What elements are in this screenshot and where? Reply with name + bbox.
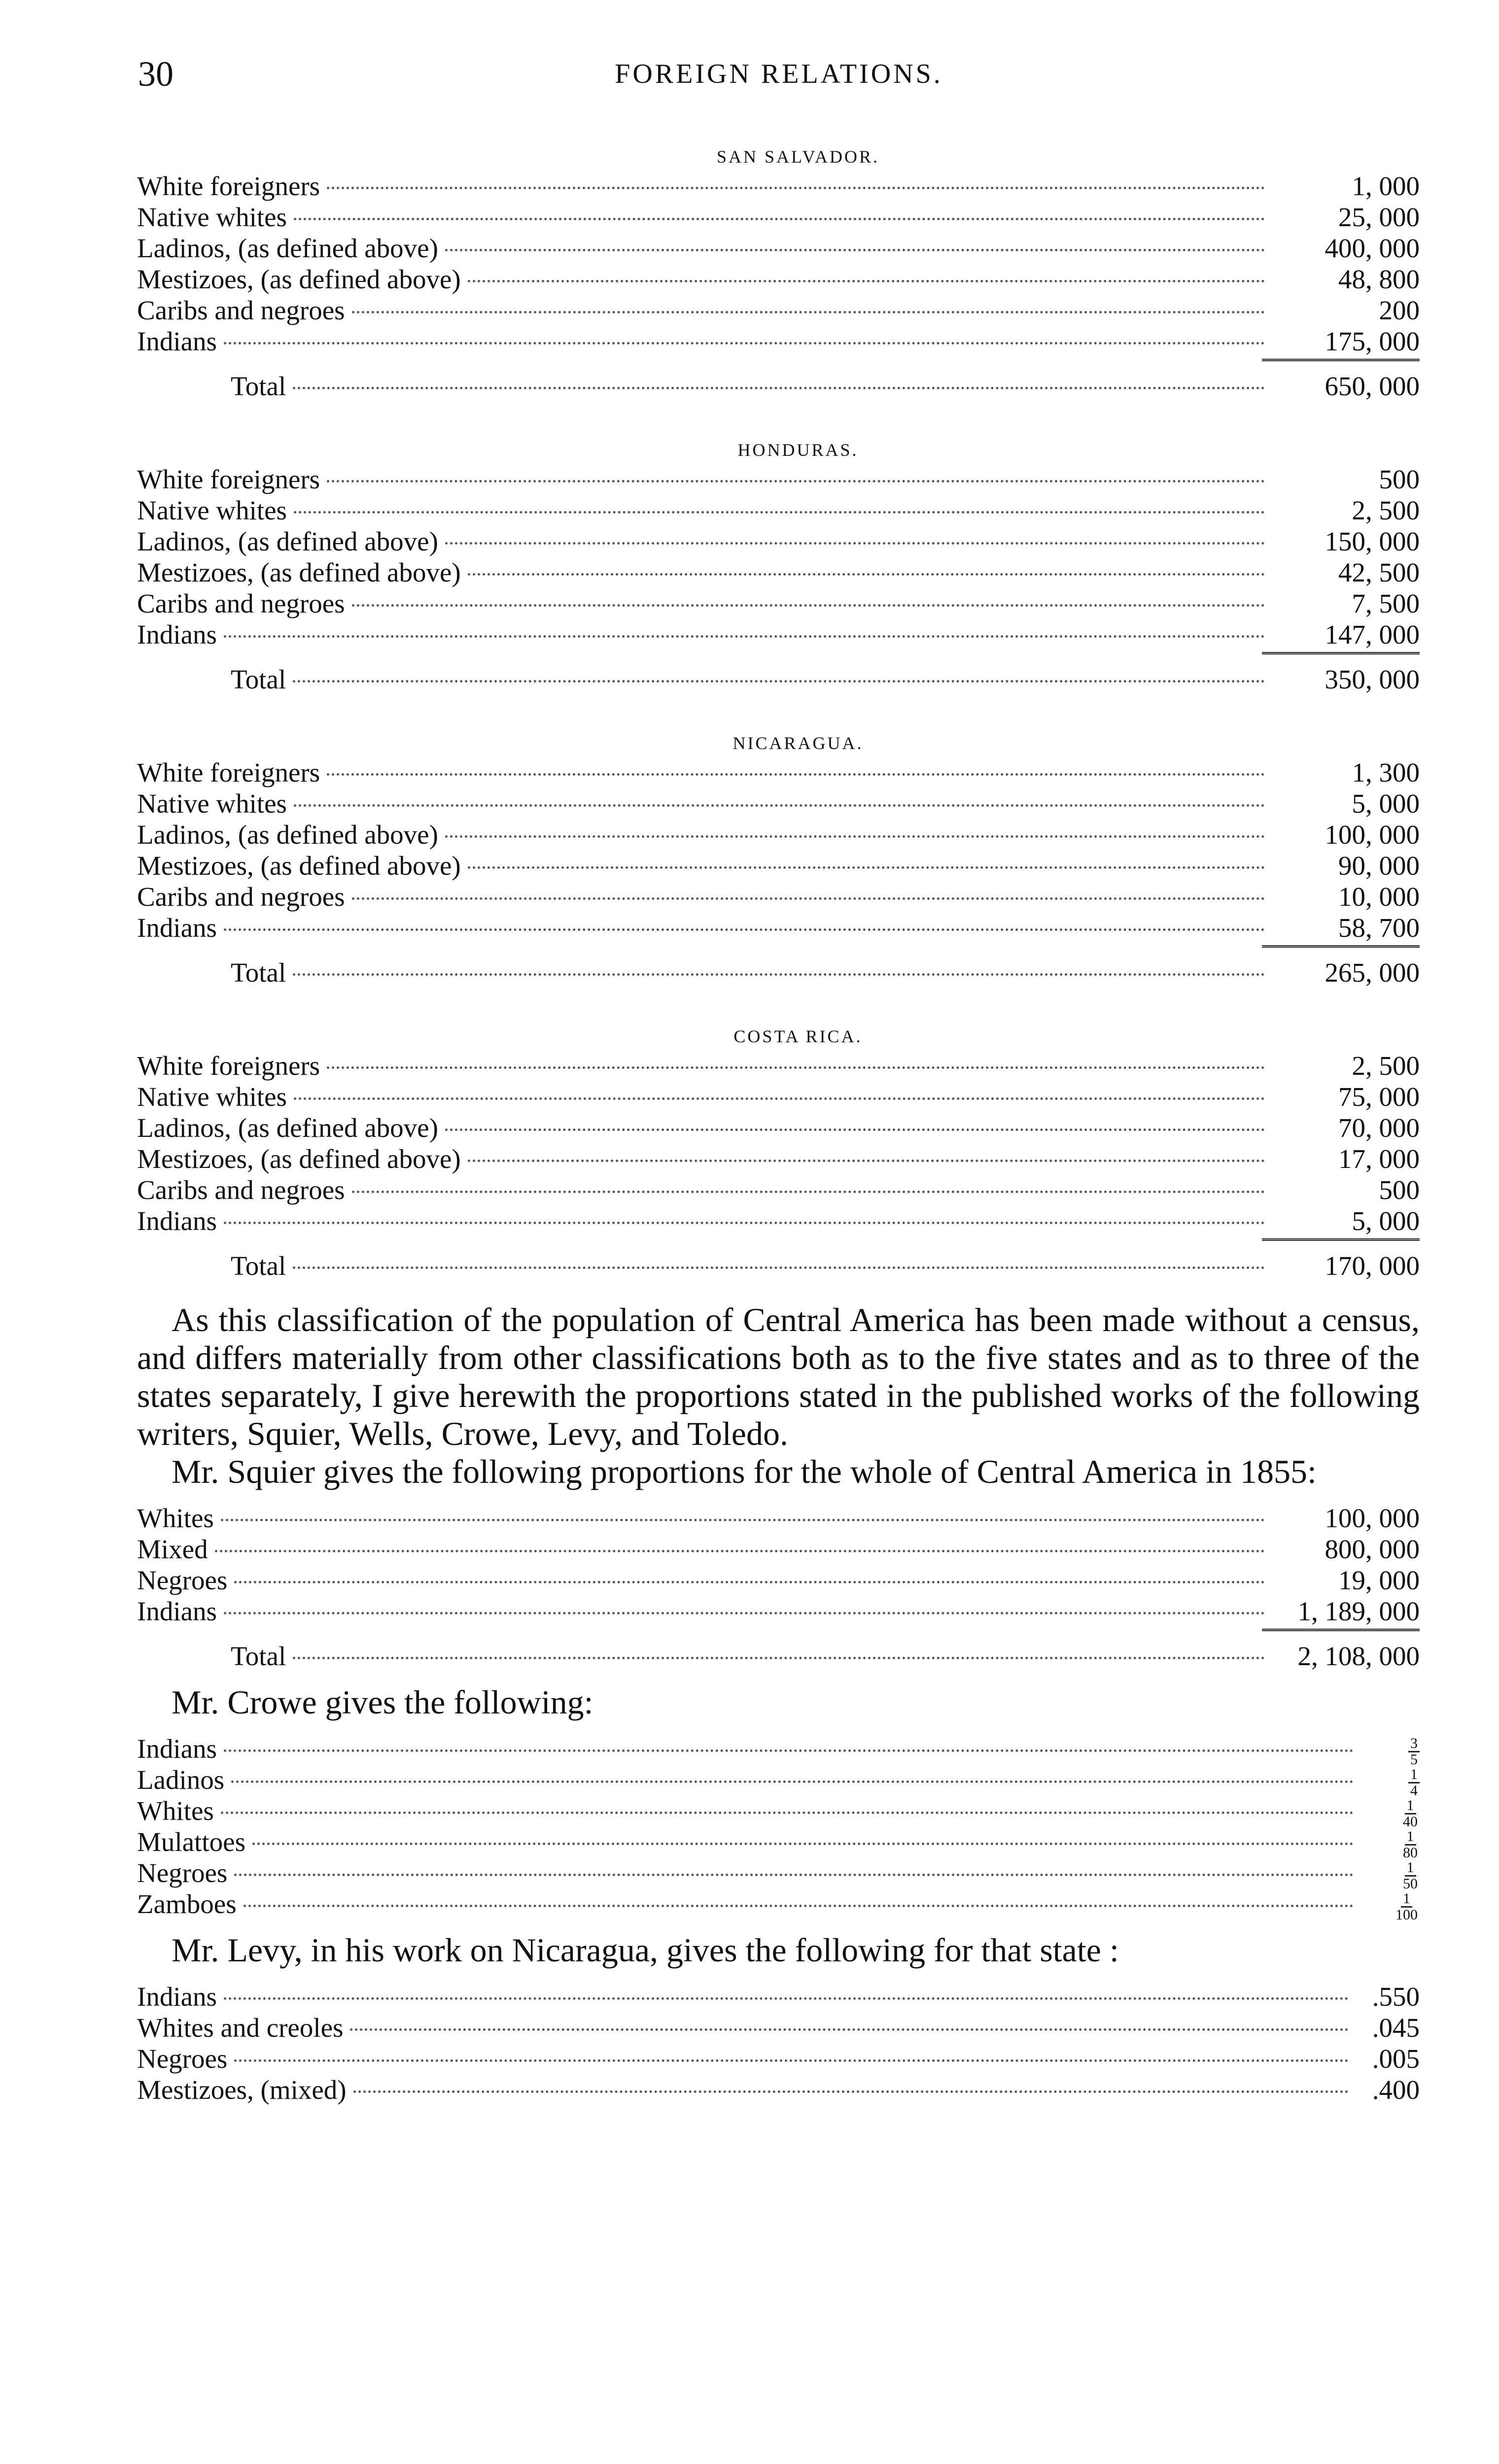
spacer	[137, 1491, 1420, 1503]
fraction	[1401, 1798, 1420, 1829]
row-label: Mestizoes, (as defined above)	[137, 264, 461, 294]
population-table-nicaragua	[137, 729, 1420, 988]
total-rule	[1262, 652, 1420, 657]
table-heading: SAN SALVADOR.	[716, 147, 880, 167]
row-value	[1360, 1764, 1420, 1798]
row-value: 400, 000	[1325, 233, 1420, 263]
running-title: FOREIGN RELATIONS.	[615, 59, 943, 89]
dot-leader	[234, 2059, 1349, 2062]
table-row	[137, 1143, 1420, 1174]
spacer	[137, 988, 1420, 1023]
row-label: Ladinos, (as defined above)	[137, 233, 438, 263]
row-value: 7, 500	[1352, 588, 1420, 618]
row-value: 10, 000	[1338, 882, 1420, 912]
row-value: 147, 000	[1325, 619, 1420, 650]
table-row	[137, 202, 1420, 233]
table-row	[137, 1050, 1420, 1081]
row-label: Caribs and negroes	[137, 882, 345, 912]
row-label: Indians	[137, 326, 217, 356]
row-value: .045	[1372, 2013, 1420, 2043]
dot-leader	[234, 1581, 1265, 1583]
spacer	[137, 1919, 1420, 1931]
row-value: 58, 700	[1338, 913, 1420, 943]
fraction-denominator: 4	[1410, 1782, 1418, 1799]
dot-leader	[353, 2090, 1349, 2093]
body-paragraph: Mr. Crowe gives the following:	[172, 1683, 593, 1721]
dot-leader	[224, 1749, 1354, 1752]
page-number: 30	[138, 54, 174, 94]
total-row	[137, 1641, 1420, 1672]
body-paragraph: Mr. Squier gives the following proportions for the whole of Central America in 1855:	[172, 1453, 1317, 1490]
total-rule	[1262, 1629, 1420, 1634]
dot-leader	[468, 573, 1265, 576]
row-value: 19, 000	[1338, 1565, 1420, 1595]
table-row	[137, 619, 1420, 650]
total-rule-area	[137, 650, 1420, 664]
total-label: Total	[231, 371, 286, 401]
fraction	[1401, 1860, 1420, 1891]
table-row	[137, 1733, 1420, 1768]
levy-table	[137, 1981, 1420, 2105]
table-row	[137, 588, 1420, 619]
row-value: 1, 189, 000	[1297, 1596, 1420, 1626]
row-label: Mestizoes, (as defined above)	[137, 851, 461, 881]
row-label: Native whites	[137, 202, 287, 232]
page-header	[138, 52, 1420, 96]
body-paragraph: As this classification of the population of Central America has been made without a census, and differs materially from other classifications both as to the five states and as to three of the states separately, I give herewith the proportions stated in the published works of the following writers, Squier, Wells, Crowe, Levy, and Toledo.	[137, 1301, 1420, 1452]
population-table-costa-rica	[137, 1023, 1420, 1281]
dot-leader	[327, 187, 1265, 189]
total-label: Total	[231, 1251, 286, 1281]
total-rule-area	[137, 357, 1420, 371]
dot-leader	[445, 542, 1265, 545]
row-label: White foreigners	[137, 464, 320, 494]
dot-leader	[352, 604, 1265, 607]
table-row	[137, 757, 1420, 788]
table-row	[137, 295, 1420, 326]
table-row	[137, 1112, 1420, 1143]
table-row	[137, 1534, 1420, 1565]
table-row	[137, 2074, 1420, 2105]
spacer	[137, 1969, 1420, 1981]
dot-leader	[350, 2028, 1349, 2031]
dot-leader	[294, 218, 1265, 220]
row-value: 5, 000	[1352, 1206, 1420, 1236]
total-value: 350, 000	[1325, 664, 1420, 694]
row-label: Caribs and negroes	[137, 295, 345, 325]
dot-leader	[224, 1997, 1349, 2000]
row-value: 2, 500	[1352, 1051, 1420, 1081]
row-value: 150, 000	[1325, 526, 1420, 556]
fraction-denominator: 50	[1403, 1875, 1418, 1892]
crowe-table	[137, 1733, 1420, 1923]
spacer	[137, 1721, 1420, 1733]
row-value	[1360, 1733, 1420, 1767]
fraction-denominator: 40	[1403, 1813, 1418, 1830]
row-value: 500	[1379, 1175, 1420, 1205]
row-value: 25, 000	[1338, 202, 1420, 232]
table-row	[137, 1795, 1420, 1830]
row-value: 1, 300	[1352, 757, 1420, 787]
table-row	[137, 171, 1420, 202]
dot-leader	[293, 680, 1265, 683]
dot-leader	[224, 635, 1265, 638]
row-value: 42, 500	[1338, 557, 1420, 587]
row-value: 70, 000	[1338, 1113, 1420, 1143]
row-label: White foreigners	[137, 1051, 320, 1081]
dot-leader	[294, 511, 1265, 513]
total-rule	[1262, 359, 1420, 364]
dot-leader	[445, 1129, 1265, 1131]
table-row	[137, 495, 1420, 526]
dot-leader	[224, 928, 1265, 931]
dot-leader	[445, 835, 1265, 838]
table-row	[137, 2043, 1420, 2074]
row-label: Negroes	[137, 1565, 228, 1595]
table-row	[137, 1826, 1420, 1861]
dot-leader	[234, 1874, 1354, 1876]
body-paragraph: Mr. Levy, in his work on Nicaragua, gives the following for that state :	[172, 1931, 1119, 1969]
table-row	[137, 912, 1420, 943]
row-label: Native whites	[137, 788, 287, 819]
fraction	[1401, 1829, 1420, 1860]
row-label: Whites	[137, 1503, 214, 1533]
spacer	[137, 1281, 1420, 1301]
table-row	[137, 1081, 1420, 1112]
row-value	[1360, 1795, 1420, 1829]
total-value: 2, 108, 000	[1297, 1641, 1420, 1671]
spacer	[137, 695, 1420, 729]
row-label: Zamboes	[137, 1889, 237, 1919]
row-value: 17, 000	[1338, 1144, 1420, 1174]
table-row	[137, 1503, 1420, 1534]
row-label: Indians	[137, 1982, 217, 2012]
dot-leader	[244, 1905, 1354, 1907]
table-row	[137, 526, 1420, 557]
row-label: Mestizoes, (mixed)	[137, 2075, 347, 2105]
dot-leader	[224, 1222, 1265, 1224]
dot-leader	[293, 1657, 1265, 1659]
table-row	[137, 1981, 1420, 2012]
row-label: Mixed	[137, 1534, 208, 1564]
row-value: 48, 800	[1338, 264, 1420, 294]
fraction-numerator: 1	[1405, 1798, 1416, 1814]
row-value: 90, 000	[1338, 851, 1420, 881]
table-row	[137, 2012, 1420, 2043]
row-label: Negroes	[137, 1858, 228, 1888]
total-row	[137, 664, 1420, 695]
fraction	[1408, 1736, 1420, 1767]
table-row	[137, 1888, 1420, 1923]
row-value: 2, 500	[1352, 495, 1420, 525]
fraction-denominator: 80	[1403, 1844, 1418, 1861]
row-label: Caribs and negroes	[137, 1175, 345, 1205]
row-value: .005	[1372, 2044, 1420, 2074]
table-row	[137, 1857, 1420, 1892]
row-value	[1360, 1888, 1420, 1922]
dot-leader	[294, 1097, 1265, 1100]
fraction	[1408, 1767, 1420, 1798]
row-label: Ladinos, (as defined above)	[137, 1113, 438, 1143]
total-row	[137, 957, 1420, 988]
total-rule-area	[137, 943, 1420, 957]
table-row	[137, 464, 1420, 495]
table-row	[137, 326, 1420, 357]
table-row	[137, 1565, 1420, 1596]
row-label: Whites and creoles	[137, 2013, 344, 2043]
row-label: Indians	[137, 913, 217, 943]
dot-leader	[293, 973, 1265, 976]
dot-leader	[327, 1066, 1265, 1069]
total-label: Total	[231, 958, 286, 988]
total-row	[137, 371, 1420, 402]
table-row	[137, 1596, 1420, 1627]
dot-leader	[224, 342, 1265, 344]
dot-leader	[221, 1812, 1354, 1814]
table-row	[137, 264, 1420, 295]
spacer	[137, 402, 1420, 436]
row-label: Negroes	[137, 2044, 228, 2074]
fraction-denominator: 100	[1395, 1906, 1418, 1923]
dot-leader	[215, 1550, 1265, 1552]
dot-leader	[231, 1780, 1354, 1783]
row-value: .550	[1372, 1982, 1420, 2012]
row-value: 200	[1379, 295, 1420, 325]
total-label: Total	[231, 1641, 286, 1671]
fraction-denominator: 5	[1410, 1751, 1418, 1768]
total-value: 265, 000	[1325, 958, 1420, 988]
row-label: Whites	[137, 1796, 214, 1826]
row-label: Ladinos	[137, 1765, 225, 1795]
table-row	[137, 1174, 1420, 1205]
table-row	[137, 1764, 1420, 1799]
dot-leader	[445, 249, 1265, 251]
fraction-numerator: 1	[1408, 1767, 1420, 1783]
total-value: 170, 000	[1325, 1251, 1420, 1281]
total-rule	[1262, 945, 1420, 951]
dot-leader	[352, 1191, 1265, 1193]
row-label: Indians	[137, 1206, 217, 1236]
squier-table	[137, 1503, 1420, 1672]
table-row	[137, 1205, 1420, 1236]
row-value: 800, 000	[1325, 1534, 1420, 1564]
dot-leader	[352, 897, 1265, 900]
row-label: Mestizoes, (as defined above)	[137, 557, 461, 587]
row-value: 500	[1379, 464, 1420, 494]
dot-leader	[224, 1612, 1265, 1614]
dot-leader	[468, 280, 1265, 282]
table-row	[137, 850, 1420, 881]
row-value: 175, 000	[1325, 326, 1420, 356]
table-row	[137, 233, 1420, 264]
dot-leader	[293, 387, 1265, 389]
total-rule-area	[137, 1627, 1420, 1641]
table-heading: COSTA RICA.	[733, 1027, 863, 1046]
row-label: Ladinos, (as defined above)	[137, 820, 438, 850]
total-label: Total	[231, 664, 286, 694]
dot-leader	[352, 311, 1265, 313]
page-content	[137, 143, 1420, 2105]
population-table-honduras	[137, 436, 1420, 695]
row-value: 75, 000	[1338, 1082, 1420, 1112]
table-row	[137, 881, 1420, 912]
row-label: White foreigners	[137, 757, 320, 787]
table-row	[137, 819, 1420, 850]
row-label: Indians	[137, 1734, 217, 1764]
row-value: 100, 000	[1325, 820, 1420, 850]
row-value: 5, 000	[1352, 788, 1420, 819]
row-value: 100, 000	[1325, 1503, 1420, 1533]
population-table-san-salvador	[137, 143, 1420, 402]
row-label: Native whites	[137, 495, 287, 525]
row-label: Ladinos, (as defined above)	[137, 526, 438, 556]
row-label: Native whites	[137, 1082, 287, 1112]
fraction-numerator: 3	[1408, 1736, 1420, 1752]
row-label: Caribs and negroes	[137, 588, 345, 618]
total-rule-area	[137, 1236, 1420, 1250]
dot-leader	[221, 1519, 1265, 1521]
fraction-numerator: 1	[1405, 1829, 1416, 1846]
row-label: White foreigners	[137, 171, 320, 201]
row-label: Indians	[137, 619, 217, 650]
row-label: Mulattoes	[137, 1827, 245, 1857]
dot-leader	[468, 866, 1265, 869]
table-heading: HONDURAS.	[737, 440, 859, 460]
dot-leader	[468, 1160, 1265, 1162]
fraction	[1394, 1891, 1420, 1922]
spacer	[137, 1672, 1420, 1683]
row-value	[1360, 1826, 1420, 1860]
row-value: 1, 000	[1352, 171, 1420, 201]
dot-leader	[252, 1843, 1354, 1845]
table-row	[137, 557, 1420, 588]
dot-leader	[293, 1266, 1265, 1269]
row-value	[1360, 1857, 1420, 1891]
row-value: .400	[1372, 2075, 1420, 2105]
dot-leader	[327, 773, 1265, 776]
total-row	[137, 1250, 1420, 1281]
total-value: 650, 000	[1325, 371, 1420, 401]
dot-leader	[294, 804, 1265, 807]
fraction-numerator: 1	[1401, 1891, 1412, 1908]
table-heading: NICARAGUA.	[732, 733, 864, 753]
table-row	[137, 788, 1420, 819]
row-label: Indians	[137, 1596, 217, 1626]
total-rule	[1262, 1238, 1420, 1244]
fraction-numerator: 1	[1405, 1860, 1416, 1877]
row-label: Mestizoes, (as defined above)	[137, 1144, 461, 1174]
dot-leader	[327, 480, 1265, 482]
